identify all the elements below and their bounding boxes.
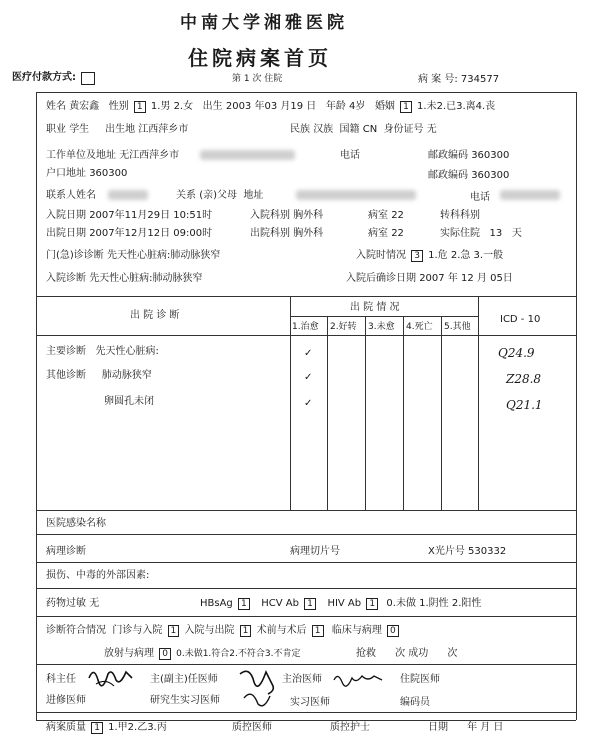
grad-label: 研究生实习医师 [150, 695, 220, 706]
cond-label: 入院时情况 [356, 250, 406, 261]
intern-label: 实习医师 [290, 697, 330, 708]
days-label: 实际住院 [440, 228, 480, 239]
admit-condition [356, 250, 503, 262]
out-dept-label: 出院科别 [250, 228, 290, 239]
rescue-unit: 次 [447, 648, 458, 659]
hbsag-label: HBsAg [200, 598, 233, 609]
status-improved: 2.好转 [330, 322, 357, 332]
table-row [46, 370, 152, 382]
hiv-box[interactable]: 1 [366, 598, 378, 610]
redacted-contact [108, 190, 148, 200]
payment-method [12, 72, 97, 85]
payment-box[interactable] [81, 72, 95, 85]
row-hukou [46, 168, 127, 180]
radio-match [104, 648, 300, 660]
in-date-value: 2007年11月29日 10:51时 [89, 210, 213, 221]
allergy-value: 无 [89, 598, 100, 609]
out-date-value: 2007年12月12日 09:00时 [89, 228, 213, 239]
row-in-diag [46, 273, 203, 285]
clinic-diag-label: 门(急)诊诊断 [46, 250, 104, 261]
tests [200, 598, 481, 610]
nationality-label: 国籍 [339, 124, 360, 135]
check-mark: ✓ [304, 372, 313, 383]
confirm-value: 2007 年 12 月 05日 [419, 273, 513, 284]
birthplace-value: 江西萍乡市 [138, 124, 189, 135]
col-status: 出 院 情 况 [350, 302, 400, 313]
redacted-phone [500, 190, 560, 200]
case-no-label: 病 案 号: [418, 74, 458, 85]
m5-label: 放射与病理 [104, 648, 154, 659]
icd-code: Q21.1 [506, 398, 543, 412]
status-died: 4.死亡 [406, 322, 433, 332]
chief-label: 主(副主)任医师 [150, 674, 218, 685]
director-label: 科主任 [46, 674, 76, 685]
match-options: 0.未做1.符合2.不符合3.不肯定 [176, 649, 301, 659]
date-format: 年 月 日 [467, 722, 504, 733]
occupation-value: 学生 [69, 124, 90, 135]
room-value-1: 22 [391, 210, 404, 221]
stay-days [440, 228, 522, 240]
out-dept [250, 228, 323, 240]
relation-value: (亲)父母 [199, 190, 237, 201]
xray [428, 546, 506, 558]
in-diag-label: 入院诊断 [46, 273, 86, 284]
row-admit [46, 210, 212, 222]
days-unit: 天 [511, 228, 522, 239]
coder-label: 编码员 [400, 697, 430, 708]
gender-label: 性别 [108, 101, 129, 112]
quality-options: 1.甲2.乙3.丙 [108, 722, 167, 733]
date [428, 722, 503, 734]
col-icd: ICD - 10 [500, 314, 541, 325]
row-label-other: 其他诊断 [46, 370, 86, 381]
in-diag-value: 先天性心脏病:肺动脉狭窄 [89, 273, 203, 284]
room-1 [368, 210, 404, 222]
postal-2 [428, 170, 509, 182]
visit-count: 第 1 次 住院 [232, 74, 283, 84]
check-mark: ✓ [304, 348, 313, 359]
redacted-work [200, 150, 295, 160]
age-value: 4岁 [349, 101, 366, 112]
postal-1 [428, 150, 509, 162]
allergy [46, 598, 99, 610]
row-ethnicity [290, 124, 437, 136]
ethnicity-label: 民族 [290, 124, 310, 135]
redacted-address [296, 190, 416, 200]
out-dept-value: 胸外科 [293, 228, 324, 239]
name-value: 黄宏鑫 [69, 101, 100, 112]
days-value: 13 [489, 228, 503, 239]
director-signature [86, 664, 136, 688]
phone2-label: 电话 [470, 192, 490, 203]
allergy-label: 药物过敏 [46, 598, 86, 609]
in-date-label: 入院日期 [46, 210, 86, 221]
attending-signature [332, 670, 384, 688]
table-row [46, 346, 159, 358]
birthplace-label: 出生地 [105, 124, 136, 135]
gender-box[interactable]: 1 [134, 101, 146, 113]
row-diag-third: 卵圆孔未闭 [104, 396, 154, 407]
pathology-label: 病理诊断 [46, 546, 86, 557]
postal-label-1: 邮政编码 [428, 150, 468, 161]
birth-value: 2003 年03 月19 日 [225, 101, 317, 112]
xray-label: X光片号 [428, 546, 465, 557]
row-diag-other: 肺动脉狭窄 [101, 370, 152, 381]
contact-label: 联系人姓名 [46, 190, 96, 201]
match-label: 诊断符合情况 [46, 625, 106, 636]
qc-nurse-label: 质控护士 [330, 722, 370, 733]
row-work [46, 150, 179, 162]
icd-code: Q24.9 [498, 346, 535, 360]
status-other: 5.其他 [444, 322, 471, 332]
postal-value-2: 360300 [471, 170, 510, 181]
in-dept [250, 210, 323, 222]
m2-box[interactable]: 1 [240, 625, 252, 637]
relation-label: 关系 [176, 190, 196, 201]
id-label: 身份证号 [383, 124, 424, 135]
marital-label: 婚姻 [374, 101, 395, 112]
case-number [418, 74, 499, 86]
hukou-label: 户口地址 [46, 168, 86, 179]
table-row [104, 396, 154, 408]
qc-doctor-label: 质控医师 [232, 722, 272, 733]
test-options: 0.未做 1.阴性 2.阳性 [386, 598, 482, 609]
postal-label-2: 邮政编码 [428, 170, 468, 181]
hospital-name: 中南大学湘雅医院 [180, 13, 348, 33]
occupation-label: 职业 [46, 124, 66, 135]
advanced-label: 进修医师 [46, 695, 86, 706]
status-cured: 1.治愈 [292, 322, 319, 332]
row-identity [46, 101, 495, 113]
date-label: 日期 [428, 722, 448, 733]
attending-label: 主治医师 [282, 674, 322, 685]
hiv-label: HIV Ab [327, 598, 362, 609]
in-dept-value: 胸外科 [293, 210, 324, 221]
ethnicity-value: 汉族 [313, 124, 334, 135]
m2-label: 入院与出院 [184, 625, 235, 636]
row-occupation [46, 124, 188, 136]
infection-label: 医院感染名称 [46, 518, 106, 529]
diag-match [46, 625, 401, 637]
confirm-label: 入院后确诊日期 [346, 273, 416, 284]
row-diag-main: 先天性心脏病: [95, 346, 159, 357]
injury-label: 损伤、中毒的外部因素: [46, 570, 150, 581]
hbsag-box[interactable]: 1 [238, 598, 250, 610]
id-value: 无 [426, 124, 437, 135]
form-title: 住院病案首页 [188, 46, 332, 70]
age-label: 年龄 [325, 101, 346, 112]
case-no-value: 734577 [460, 74, 500, 85]
row-label-main: 主要诊断 [46, 346, 86, 357]
chief-signature [236, 664, 280, 710]
m4-label: 临床与病理 [331, 625, 382, 636]
m4-box[interactable]: 0 [387, 625, 399, 637]
resident-label: 住院医师 [400, 674, 440, 685]
room-2 [368, 228, 404, 240]
rescue [356, 648, 457, 660]
address-label: 地址 [243, 190, 264, 201]
m1-box[interactable]: 1 [168, 625, 180, 637]
room-value-2: 22 [391, 228, 404, 239]
room-label-1: 病室 [368, 210, 388, 221]
quality-box[interactable]: 1 [91, 722, 103, 734]
in-dept-label: 入院科别 [250, 210, 290, 221]
m1-label: 门诊与入院 [112, 625, 163, 636]
room-label-2: 病室 [368, 228, 388, 239]
payment-label: 医疗付款方式: [12, 72, 76, 83]
col-diagnosis: 出 院 诊 断 [130, 310, 180, 321]
name-label: 姓名 [46, 101, 66, 112]
nationality-value: CN [362, 124, 378, 135]
quality [46, 722, 167, 734]
confirm-date [346, 273, 513, 285]
cond-box[interactable]: 3 [411, 250, 423, 262]
transfer-label: 转科科别 [440, 210, 480, 221]
marital-options: 1.未2.已3.离4.丧 [417, 101, 496, 112]
clinic-diag-value: 先天性心脏病:肺动脉狭窄 [107, 250, 221, 261]
phone-label: 电话 [340, 150, 360, 161]
path-no-label: 病理切片号 [290, 546, 340, 557]
gender-options: 1.男 2.女 [150, 101, 194, 112]
xray-value: 530332 [468, 546, 507, 557]
row-discharge [46, 228, 212, 240]
row-clinic-diag [46, 250, 220, 262]
birth-label: 出生 [202, 101, 223, 112]
status-uncured: 3.未愈 [368, 322, 395, 332]
work-value: 无江西萍乡市 [119, 150, 180, 161]
m5-box[interactable]: 0 [159, 648, 171, 660]
check-mark: ✓ [304, 398, 313, 409]
quality-label: 病案质量 [46, 722, 86, 733]
hcv-label: HCV Ab [261, 598, 299, 609]
rescue-label: 抢救 [356, 648, 376, 659]
m3-label: 术前与术后 [256, 625, 307, 636]
out-date-label: 出院日期 [46, 228, 86, 239]
icd-code: Z28.8 [506, 372, 542, 386]
m3-box[interactable]: 1 [312, 625, 324, 637]
marital-box[interactable]: 1 [400, 101, 412, 113]
hukou-value: 360300 [89, 168, 128, 179]
hcv-box[interactable]: 1 [304, 598, 316, 610]
cond-options: 1.危 2.急 3.一般 [428, 250, 504, 261]
postal-value-1: 360300 [471, 150, 510, 161]
work-label: 工作单位及地址 [46, 150, 116, 161]
rescue-times: 次 成功 [395, 648, 429, 659]
relation [176, 190, 263, 202]
